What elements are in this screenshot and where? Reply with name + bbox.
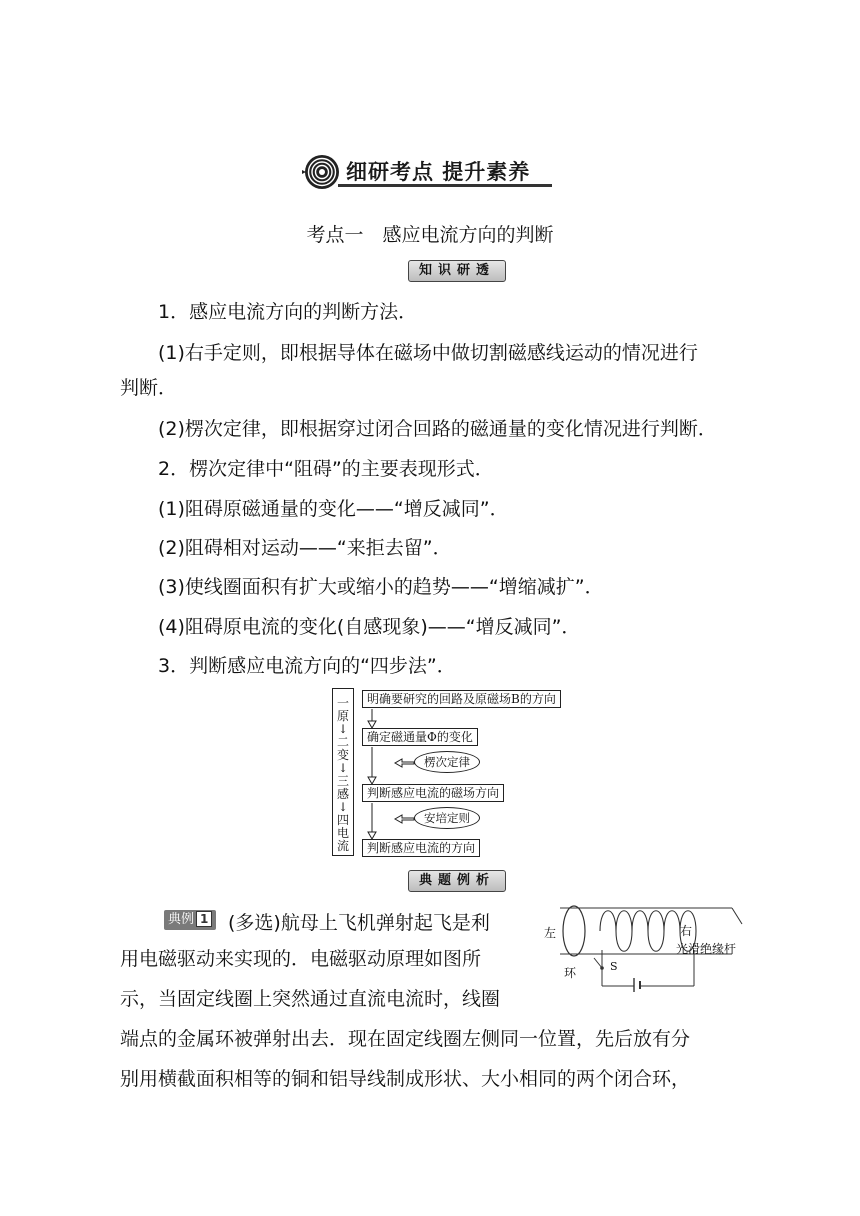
paragraph-6: (1)阻碍原磁通量的变化——“增反减同”． xyxy=(158,498,509,520)
paragraph-3: 判断． xyxy=(120,377,178,399)
paragraph-10: 3．判断感应电流方向的“四步法”． xyxy=(158,655,456,677)
flow-step-3: 判断感应电流的磁场方向 xyxy=(362,784,504,802)
flow-step-2: 确定磁通量Φ的变化 xyxy=(362,728,478,746)
example-badge-text: 典例 xyxy=(168,912,195,927)
coil-drawing xyxy=(542,902,772,992)
example-line-3: 示，当固定线圈上突然通过直流电流时，线圈 xyxy=(120,988,501,1010)
example-number: 1 xyxy=(196,911,212,927)
four-step-flowchart xyxy=(332,688,572,860)
example-line-1: (多选)航母上飞机弹射起飞是利 xyxy=(228,912,490,934)
paragraph-7: (2)阻碍相对运动——“来拒去留”． xyxy=(158,537,452,559)
ampere-rule-ellipse: 安培定则 xyxy=(414,807,480,829)
paragraph-8: (3)使线圈面积有扩大或缩小的趋势——“增缩减扩”． xyxy=(158,576,604,598)
spiral-icon xyxy=(300,152,340,192)
section-title: 考点一 感应电流方向的判断 xyxy=(306,224,554,246)
lenz-law-ellipse: 楞次定律 xyxy=(414,751,480,773)
flow-step-4: 判断感应电流的方向 xyxy=(362,839,480,857)
paragraph-5: 2．楞次定律中“阻碍”的主要表现形式． xyxy=(158,458,494,480)
coil-ring-label: 环 xyxy=(564,966,577,980)
example-line-4: 端点的金属环被弹射出去．现在固定线圈左侧同一位置，先后放有分 xyxy=(120,1028,691,1050)
banner-title: 细研考点 提升素养 xyxy=(346,159,531,184)
paragraph-2: (1)右手定则，即根据导体在磁场中做切割磁感线运动的情况进行 xyxy=(158,342,698,364)
example-label: 典题例析 xyxy=(408,870,506,892)
coil-left-label: 左 xyxy=(544,926,557,940)
coil-switch-label: S xyxy=(610,960,618,973)
example-line-5: 别用横截面积相等的铜和铝导线制成形状、大小相同的两个闭合环， xyxy=(120,1068,691,1090)
section-banner xyxy=(298,150,558,192)
coil-right-label: 右 xyxy=(680,924,693,938)
flow-arrows xyxy=(332,688,572,860)
banner-rule xyxy=(338,184,552,187)
paragraph-1: 1．感应电流方向的判断方法． xyxy=(158,301,418,323)
flowchart-sidebar-text: 一原↓二变↓三感↓四电流 xyxy=(336,696,349,853)
flow-step-1: 明确要研究的回路及原磁场B的方向 xyxy=(362,690,561,708)
example-line-2: 用电磁驱动来实现的．电磁驱动原理如图所 xyxy=(120,948,482,970)
coil-diagram xyxy=(542,902,772,992)
paragraph-9: (4)阻碍原电流的变化(自感现象)——“增反减同”． xyxy=(158,616,581,638)
paragraph-4: (2)楞次定律，即根据穿过闭合回路的磁通量的变化情况进行判断． xyxy=(158,418,717,440)
example-badge xyxy=(164,910,216,930)
coil-rod-label: 光滑绝缘杆 xyxy=(676,942,737,956)
knowledge-label: 知识研透 xyxy=(408,260,506,282)
